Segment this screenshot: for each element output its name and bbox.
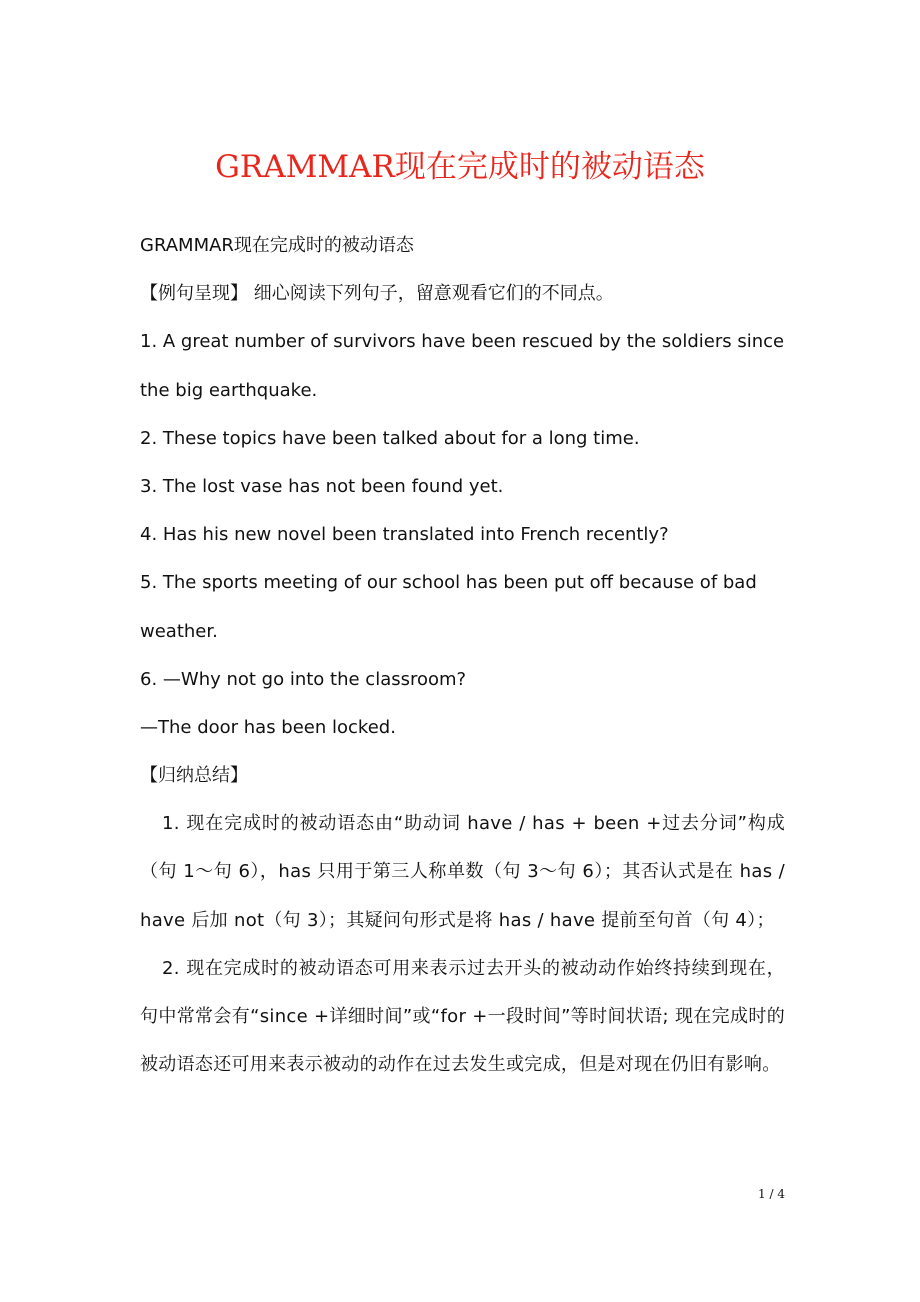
document-title: GRAMMAR现在完成时的被动语态: [215, 149, 705, 185]
sentence-line: 5. The sports meeting of our school has been put off because of bad: [140, 572, 757, 594]
sentence-line: 2. These topics have been talked about for a long time.: [140, 427, 640, 449]
example-heading: 【例句呈现】 细心阅读下列句子，留意观看它们的不同点。: [140, 283, 614, 305]
summary-point: 1. 现在完成时的被动语态由“助动词 have / has + been +过去分词”构成（句 1～句 6），has 只用于第三人称单数（句 3～句 6）；其否认式是在 has / have 后加 not（句 3）；其疑问句形式是将 has / have 提前至句首（句 4）；: [140, 813, 785, 931]
sentence-line: 6. —Why not go into the classroom?: [140, 668, 467, 690]
summary-heading: 【归纳总结】: [140, 765, 248, 787]
sentence-line: 3. The lost vase has not been found yet.: [140, 475, 504, 497]
sentence-line: the big earthquake.: [140, 379, 318, 401]
subtitle: GRAMMAR现在完成时的被动语态: [140, 235, 414, 256]
document-body: [140, 222, 785, 1089]
sentence-line: 4. Has his new novel been translated into French recently?: [140, 524, 669, 546]
summary-point: 2. 现在完成时的被动语态可用来表示过去开头的被动动作始终持续到现在，句中常常会有“since +详细时间”或“for +一段时间”等时间状语; 现在完成时的被动语态还可用来表示被动的动作在过去发生或完成，但是对现在仍旧有影响。: [140, 957, 785, 1076]
sentence-line: —The door has been locked.: [140, 716, 396, 738]
page-number: 1 / 4: [758, 1187, 785, 1201]
sentence-line: 1. A great number of survivors have been rescued by the soldiers since: [140, 331, 785, 353]
sentence-line: weather.: [140, 620, 218, 642]
